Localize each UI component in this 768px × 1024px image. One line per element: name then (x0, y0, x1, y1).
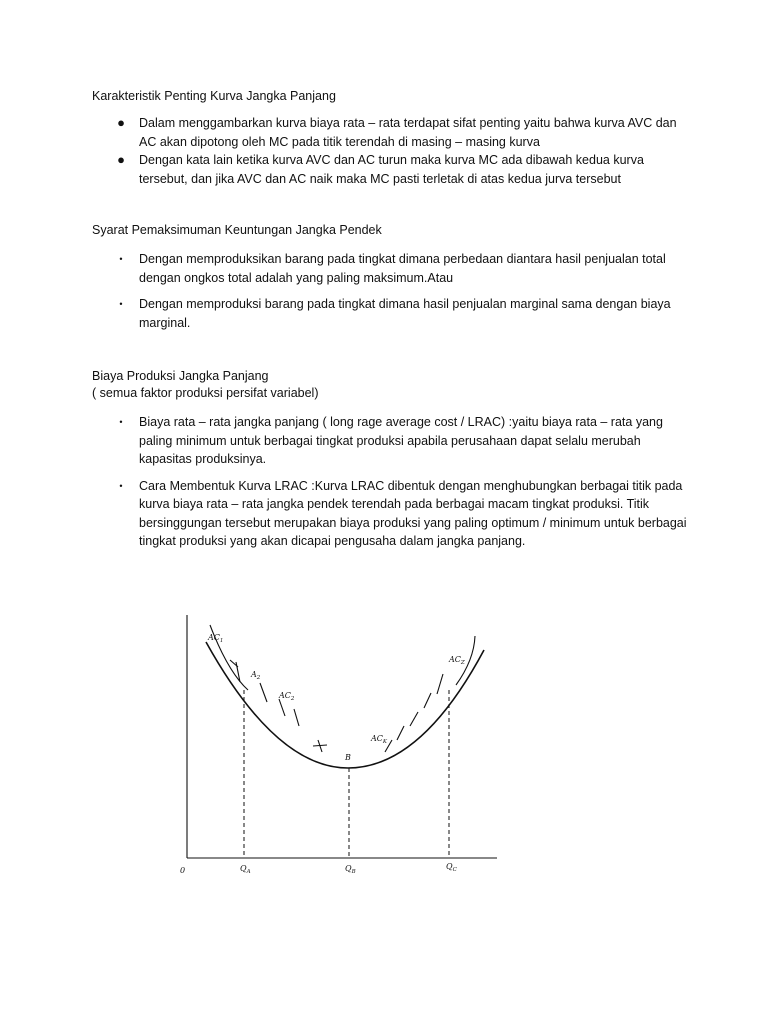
qb-label: $Q_B$ (345, 864, 356, 875)
list-item-text: Dalam menggambarkan kurva biaya rata – rata terdapat sifat penting yaitu bahwa kurva AVC dan AC akan dipotong oleh MC pada titik terendah di masing – masing kurva (139, 116, 677, 149)
list-item (92, 114, 692, 151)
tangent-tick (437, 674, 443, 694)
bullet-icon: ● (117, 115, 125, 130)
tangent-tick (397, 726, 404, 740)
list-item (92, 477, 692, 551)
lrac-curve (206, 642, 484, 768)
bullet-list-syarat (92, 250, 692, 340)
list-item (92, 295, 692, 332)
list-item (92, 250, 692, 287)
bullet-list-karakteristik (92, 114, 692, 188)
acz-label: $AC_Z$ (449, 655, 465, 666)
lrac-diagram (170, 600, 510, 890)
tangent-tick (424, 693, 431, 708)
origin-label: 0 (180, 866, 186, 875)
ac2-label: $AC_2$ (279, 691, 295, 702)
tangent-tick (279, 699, 285, 716)
list-item-text: Biaya rata – rata jangka panjang ( long rage average cost / LRAC) :yaitu biaya rata – rata yang paling minimum untuk berbagai tingkat produksi apabila perusahaan dapat selalu merubah kapasitas produksinya. (139, 415, 663, 466)
tangent-tick (410, 712, 418, 726)
qa-label: $Q_A$ (240, 864, 251, 875)
section-heading-syarat: Syarat Pemaksimuman Keuntungan Jangka Pendek (92, 223, 382, 237)
section-heading-karakteristik: Karakteristik Penting Kurva Jangka Panjang (92, 89, 336, 103)
bullet-icon: • (119, 480, 123, 491)
list-item-text: Cara Membentuk Kurva LRAC :Kurva LRAC dibentuk dengan menghubungkan berbagai titik pada kurva biaya rata – rata jangka pendek terendah pada berbagai macam tingkat produksi. Titik bersinggungan tersebut merupakan biaya produksi yang paling optimum / minimum untuk berbagai tingkat produksi yang akan dicapai pengusaha dalam jangka panjang. (139, 478, 687, 548)
bullet-icon: • (119, 299, 123, 309)
list-item-text: Dengan memproduksikan barang pada tingkat dimana perbedaan diantara hasil penjualan total dengan ongkos total adalah yang paling maksimum.Atau (139, 252, 666, 285)
ack-label: $AC_K$ (371, 734, 388, 745)
list-item-text: Dengan memproduksi barang pada tingkat dimana hasil penjualan marginal sama dengan biaya marginal. (139, 297, 671, 330)
tangent-tick (294, 709, 299, 726)
qc-label: $Q_C$ (446, 862, 457, 873)
ac1-label: $AC_1$ (208, 633, 224, 644)
bullet-icon: • (119, 417, 123, 427)
list-item (92, 413, 692, 469)
list-item (92, 151, 692, 188)
bullet-icon: ● (117, 152, 125, 167)
list-item-text: Dengan kata lain ketika kurva AVC dan AC turun maka kurva MC ada dibawah kedua kurva tersebut, dan jika AVC dan AC naik maka MC pasti terletak di atas kedua jurva tersebut (139, 153, 644, 186)
b-label: B (345, 753, 351, 762)
tangent-tick (260, 683, 267, 702)
a2-label: $A_2$ (251, 670, 261, 681)
section-subheading-biaya: ( semua faktor produksi persifat variabel) (92, 386, 319, 400)
section-heading-biaya: Biaya Produksi Jangka Panjang (92, 369, 269, 383)
bullet-icon: • (119, 254, 123, 264)
bullet-list-biaya (92, 413, 692, 559)
